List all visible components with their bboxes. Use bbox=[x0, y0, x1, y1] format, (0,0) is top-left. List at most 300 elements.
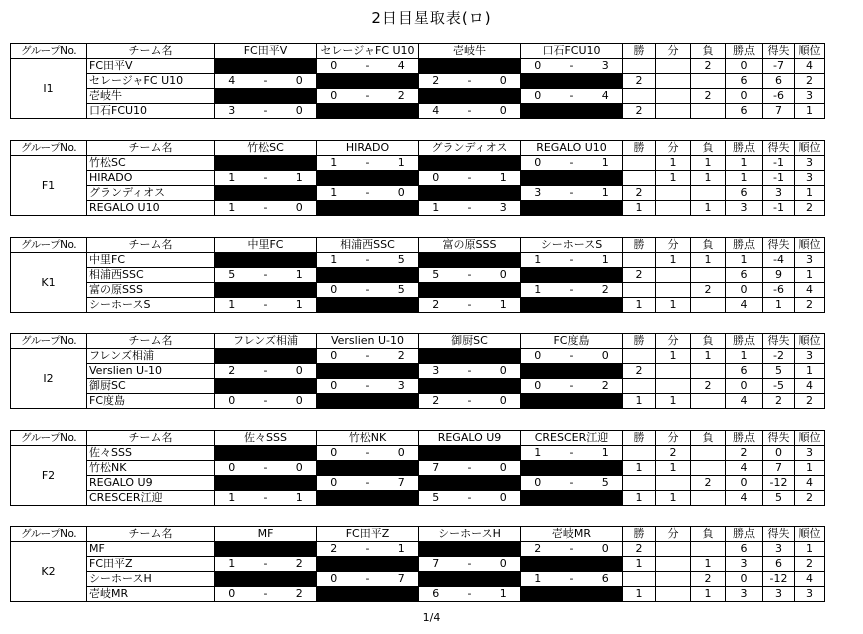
blank-cell bbox=[521, 201, 623, 216]
group-id: F2 bbox=[11, 446, 87, 506]
points-header: 勝点 bbox=[726, 141, 763, 156]
score-home: 6 bbox=[419, 587, 453, 602]
points: 3 bbox=[726, 201, 763, 216]
score-home: 0 bbox=[521, 156, 555, 171]
score-home: 1 bbox=[215, 557, 249, 572]
draw-header: 分 bbox=[656, 431, 691, 446]
points: 6 bbox=[726, 364, 763, 379]
goal-diff: -12 bbox=[763, 572, 795, 587]
score-home: 0 bbox=[317, 572, 351, 587]
group-no-header: グループNo. bbox=[11, 431, 87, 446]
loss-header: 負 bbox=[691, 527, 726, 542]
blank-cell bbox=[521, 461, 623, 476]
team-name-header: チーム名 bbox=[87, 141, 215, 156]
table-row bbox=[11, 476, 825, 491]
wins: 1 bbox=[623, 491, 656, 506]
losses: 2 bbox=[691, 283, 726, 298]
table-row bbox=[11, 74, 825, 89]
points: 6 bbox=[726, 104, 763, 119]
losses bbox=[691, 461, 726, 476]
draws: 1 bbox=[656, 461, 691, 476]
rank-header: 順位 bbox=[795, 44, 825, 59]
blank-cell bbox=[215, 156, 317, 171]
score-sep: - bbox=[249, 491, 283, 506]
team-name: 竹松NK bbox=[87, 461, 215, 476]
wins: 1 bbox=[623, 394, 656, 409]
wins bbox=[623, 446, 656, 461]
team-name: グランディオス bbox=[87, 186, 215, 201]
score-sep: - bbox=[249, 364, 283, 379]
score-home: 1 bbox=[521, 283, 555, 298]
team-name-header: チーム名 bbox=[87, 238, 215, 253]
score-home: 1 bbox=[215, 171, 249, 186]
wins bbox=[623, 349, 656, 364]
team-name: セレージャFC U10 bbox=[87, 74, 215, 89]
score-home: 5 bbox=[419, 491, 453, 506]
score-home: 0 bbox=[215, 394, 249, 409]
group-id: F1 bbox=[11, 156, 87, 216]
opponent-header: CRESCER江迎 bbox=[521, 431, 623, 446]
rank: 3 bbox=[795, 446, 825, 461]
table-row bbox=[11, 364, 825, 379]
blank-cell bbox=[419, 89, 521, 104]
table-row bbox=[11, 379, 825, 394]
points: 2 bbox=[726, 446, 763, 461]
rank-header: 順位 bbox=[795, 141, 825, 156]
score-sep: - bbox=[453, 587, 487, 602]
score-sep: - bbox=[453, 491, 487, 506]
draws bbox=[656, 557, 691, 572]
rank: 1 bbox=[795, 104, 825, 119]
group-id: K1 bbox=[11, 253, 87, 313]
team-name: HIRADO bbox=[87, 171, 215, 186]
loss-header: 負 bbox=[691, 334, 726, 349]
score-away: 0 bbox=[487, 491, 521, 506]
page-number: 1/4 bbox=[422, 611, 441, 624]
wins bbox=[623, 89, 656, 104]
points: 4 bbox=[726, 491, 763, 506]
draws bbox=[656, 74, 691, 89]
win-header: 勝 bbox=[623, 141, 656, 156]
table-row bbox=[11, 446, 825, 461]
points: 0 bbox=[726, 59, 763, 74]
score-home: 4 bbox=[419, 104, 453, 119]
opponent-header: 口石FCU10 bbox=[521, 44, 623, 59]
rank-header: 順位 bbox=[795, 334, 825, 349]
blank-cell bbox=[419, 253, 521, 268]
team-name: 壱岐MR bbox=[87, 587, 215, 602]
wins: 1 bbox=[623, 461, 656, 476]
opponent-header: FC田平V bbox=[215, 44, 317, 59]
group-table-f2 bbox=[10, 430, 825, 506]
draws bbox=[656, 104, 691, 119]
score-sep: - bbox=[555, 446, 589, 461]
rank: 3 bbox=[795, 587, 825, 602]
group-table-k2 bbox=[10, 526, 825, 602]
score-sep: - bbox=[249, 587, 283, 602]
blank-cell bbox=[317, 461, 419, 476]
table-row bbox=[11, 394, 825, 409]
score-home: 3 bbox=[521, 186, 555, 201]
score-sep: - bbox=[351, 379, 385, 394]
wins: 1 bbox=[623, 298, 656, 313]
draws bbox=[656, 283, 691, 298]
losses: 1 bbox=[691, 349, 726, 364]
opponent-header: セレージャFC U10 bbox=[317, 44, 419, 59]
score-sep: - bbox=[555, 572, 589, 587]
points: 4 bbox=[726, 461, 763, 476]
wins: 1 bbox=[623, 587, 656, 602]
score-away: 2 bbox=[589, 379, 623, 394]
score-home: 0 bbox=[215, 587, 249, 602]
draws bbox=[656, 542, 691, 557]
losses: 1 bbox=[691, 253, 726, 268]
score-sep: - bbox=[351, 59, 385, 74]
draws: 1 bbox=[656, 394, 691, 409]
goal-diff: 6 bbox=[763, 74, 795, 89]
points: 1 bbox=[726, 171, 763, 186]
goal-diff: 7 bbox=[763, 461, 795, 476]
score-sep: - bbox=[351, 572, 385, 587]
score-home: 1 bbox=[215, 201, 249, 216]
score-sep: - bbox=[555, 156, 589, 171]
draw-header: 分 bbox=[656, 334, 691, 349]
score-away: 2 bbox=[283, 557, 317, 572]
score-home: 2 bbox=[521, 542, 555, 557]
rank: 4 bbox=[795, 572, 825, 587]
score-home: 1 bbox=[317, 253, 351, 268]
rank: 2 bbox=[795, 201, 825, 216]
blank-cell bbox=[521, 587, 623, 602]
score-away: 0 bbox=[487, 557, 521, 572]
blank-cell bbox=[521, 298, 623, 313]
points: 0 bbox=[726, 283, 763, 298]
opponent-header: REGALO U9 bbox=[419, 431, 521, 446]
losses bbox=[691, 104, 726, 119]
score-home: 0 bbox=[521, 59, 555, 74]
goal-diff: -6 bbox=[763, 283, 795, 298]
score-home: 2 bbox=[419, 74, 453, 89]
wins bbox=[623, 283, 656, 298]
score-away: 0 bbox=[487, 364, 521, 379]
points: 1 bbox=[726, 253, 763, 268]
blank-cell bbox=[419, 572, 521, 587]
score-sep: - bbox=[351, 283, 385, 298]
score-home: 1 bbox=[215, 298, 249, 313]
table-row bbox=[11, 201, 825, 216]
group-table-k1 bbox=[10, 237, 825, 313]
goal-diff: 2 bbox=[763, 394, 795, 409]
opponent-header: 相浦西SSC bbox=[317, 238, 419, 253]
score-away: 2 bbox=[385, 89, 419, 104]
losses: 2 bbox=[691, 89, 726, 104]
score-sep: - bbox=[555, 89, 589, 104]
blank-cell bbox=[317, 171, 419, 186]
blank-cell bbox=[521, 268, 623, 283]
score-away: 0 bbox=[487, 268, 521, 283]
score-sep: - bbox=[351, 156, 385, 171]
page-title: 2日目星取表(ロ) bbox=[371, 9, 492, 27]
score-home: 0 bbox=[419, 171, 453, 186]
opponent-header: シーホースS bbox=[521, 238, 623, 253]
score-away: 0 bbox=[589, 349, 623, 364]
team-name: Verslien U-10 bbox=[87, 364, 215, 379]
points-header: 勝点 bbox=[726, 334, 763, 349]
score-home: 0 bbox=[521, 379, 555, 394]
points: 6 bbox=[726, 542, 763, 557]
blank-cell bbox=[215, 542, 317, 557]
table-row bbox=[11, 283, 825, 298]
draws bbox=[656, 379, 691, 394]
score-sep: - bbox=[351, 89, 385, 104]
team-name: REGALO U9 bbox=[87, 476, 215, 491]
losses bbox=[691, 446, 726, 461]
blank-cell bbox=[521, 74, 623, 89]
wins: 2 bbox=[623, 186, 656, 201]
score-away: 1 bbox=[589, 253, 623, 268]
blank-cell bbox=[419, 156, 521, 171]
losses bbox=[691, 394, 726, 409]
opponent-header: 竹松NK bbox=[317, 431, 419, 446]
score-sep: - bbox=[453, 461, 487, 476]
score-sep: - bbox=[249, 201, 283, 216]
rank: 2 bbox=[795, 557, 825, 572]
team-name: 相浦西SSC bbox=[87, 268, 215, 283]
rank: 1 bbox=[795, 268, 825, 283]
header-row bbox=[11, 334, 825, 349]
score-away: 1 bbox=[283, 171, 317, 186]
points: 6 bbox=[726, 268, 763, 283]
blank-cell bbox=[215, 59, 317, 74]
score-away: 1 bbox=[487, 587, 521, 602]
goal-diff: 3 bbox=[763, 587, 795, 602]
loss-header: 負 bbox=[691, 238, 726, 253]
table-row bbox=[11, 491, 825, 506]
wins: 2 bbox=[623, 104, 656, 119]
score-home: 3 bbox=[419, 364, 453, 379]
blank-cell bbox=[419, 542, 521, 557]
blank-cell bbox=[521, 557, 623, 572]
score-sep: - bbox=[453, 268, 487, 283]
opponent-header: 中里FC bbox=[215, 238, 317, 253]
opponent-header: Verslien U-10 bbox=[317, 334, 419, 349]
score-away: 0 bbox=[487, 394, 521, 409]
score-away: 7 bbox=[385, 572, 419, 587]
score-home: 5 bbox=[419, 268, 453, 283]
loss-header: 負 bbox=[691, 44, 726, 59]
losses bbox=[691, 298, 726, 313]
table-row bbox=[11, 268, 825, 283]
wins bbox=[623, 156, 656, 171]
score-home: 1 bbox=[419, 201, 453, 216]
score-home: 0 bbox=[317, 349, 351, 364]
score-sep: - bbox=[555, 379, 589, 394]
table-row bbox=[11, 298, 825, 313]
wins bbox=[623, 171, 656, 186]
rank: 3 bbox=[795, 253, 825, 268]
blank-cell bbox=[215, 283, 317, 298]
rank: 4 bbox=[795, 476, 825, 491]
table-row bbox=[11, 557, 825, 572]
draws: 2 bbox=[656, 446, 691, 461]
team-name: FC田平Z bbox=[87, 557, 215, 572]
blank-cell bbox=[317, 268, 419, 283]
losses: 1 bbox=[691, 557, 726, 572]
score-away: 0 bbox=[283, 364, 317, 379]
team-name: 富の原SSS bbox=[87, 283, 215, 298]
draws: 1 bbox=[656, 171, 691, 186]
points: 0 bbox=[726, 476, 763, 491]
goal-diff: 9 bbox=[763, 268, 795, 283]
blank-cell bbox=[521, 394, 623, 409]
score-sep: - bbox=[249, 394, 283, 409]
rank: 2 bbox=[795, 394, 825, 409]
team-name-header: チーム名 bbox=[87, 431, 215, 446]
score-away: 0 bbox=[487, 104, 521, 119]
team-name-header: チーム名 bbox=[87, 334, 215, 349]
goal-diff-header: 得失 bbox=[763, 527, 795, 542]
opponent-header: グランディオス bbox=[419, 141, 521, 156]
wins bbox=[623, 253, 656, 268]
goal-diff: -5 bbox=[763, 379, 795, 394]
blank-cell bbox=[419, 186, 521, 201]
blank-cell bbox=[215, 379, 317, 394]
blank-cell bbox=[419, 59, 521, 74]
losses: 1 bbox=[691, 156, 726, 171]
score-sep: - bbox=[555, 542, 589, 557]
goal-diff: -2 bbox=[763, 349, 795, 364]
score-home: 0 bbox=[317, 446, 351, 461]
draws: 1 bbox=[656, 156, 691, 171]
opponent-header: 竹松SC bbox=[215, 141, 317, 156]
opponent-header: 壱岐牛 bbox=[419, 44, 521, 59]
wins: 2 bbox=[623, 74, 656, 89]
score-away: 0 bbox=[283, 461, 317, 476]
opponent-header: 佐々SSS bbox=[215, 431, 317, 446]
blank-cell bbox=[317, 394, 419, 409]
points: 4 bbox=[726, 394, 763, 409]
draws bbox=[656, 476, 691, 491]
score-away: 0 bbox=[283, 104, 317, 119]
points: 0 bbox=[726, 379, 763, 394]
score-away: 5 bbox=[385, 253, 419, 268]
draw-header: 分 bbox=[656, 141, 691, 156]
score-away: 7 bbox=[385, 476, 419, 491]
losses: 1 bbox=[691, 171, 726, 186]
score-away: 1 bbox=[589, 156, 623, 171]
score-home: 4 bbox=[215, 74, 249, 89]
blank-cell bbox=[215, 446, 317, 461]
rank: 3 bbox=[795, 171, 825, 186]
score-home: 2 bbox=[419, 298, 453, 313]
score-home: 7 bbox=[419, 557, 453, 572]
team-name: 竹松SC bbox=[87, 156, 215, 171]
table-row bbox=[11, 587, 825, 602]
header-row bbox=[11, 527, 825, 542]
score-away: 2 bbox=[283, 587, 317, 602]
rank-header: 順位 bbox=[795, 238, 825, 253]
group-table-i2 bbox=[10, 333, 825, 409]
points-header: 勝点 bbox=[726, 238, 763, 253]
score-sep: - bbox=[249, 104, 283, 119]
score-away: 1 bbox=[487, 171, 521, 186]
goal-diff: -7 bbox=[763, 59, 795, 74]
team-name: 壱岐牛 bbox=[87, 89, 215, 104]
score-sep: - bbox=[249, 74, 283, 89]
rank: 1 bbox=[795, 186, 825, 201]
score-away: 1 bbox=[283, 298, 317, 313]
points-header: 勝点 bbox=[726, 44, 763, 59]
table-row bbox=[11, 59, 825, 74]
score-home: 1 bbox=[317, 156, 351, 171]
opponent-header: HIRADO bbox=[317, 141, 419, 156]
wins: 2 bbox=[623, 364, 656, 379]
score-home: 1 bbox=[521, 572, 555, 587]
group-id: I2 bbox=[11, 349, 87, 409]
score-away: 0 bbox=[385, 186, 419, 201]
draw-header: 分 bbox=[656, 527, 691, 542]
blank-cell bbox=[317, 491, 419, 506]
score-home: 1 bbox=[215, 491, 249, 506]
opponent-header: 御厨SC bbox=[419, 334, 521, 349]
rank: 2 bbox=[795, 298, 825, 313]
opponent-header: FC度島 bbox=[521, 334, 623, 349]
goal-diff-header: 得失 bbox=[763, 334, 795, 349]
goal-diff-header: 得失 bbox=[763, 431, 795, 446]
goal-diff: 1 bbox=[763, 298, 795, 313]
score-away: 0 bbox=[283, 394, 317, 409]
score-sep: - bbox=[453, 201, 487, 216]
points: 1 bbox=[726, 156, 763, 171]
team-name: 佐々SSS bbox=[87, 446, 215, 461]
group-table-f1 bbox=[10, 140, 825, 216]
loss-header: 負 bbox=[691, 431, 726, 446]
blank-cell bbox=[317, 201, 419, 216]
goal-diff: 7 bbox=[763, 104, 795, 119]
blank-cell bbox=[419, 476, 521, 491]
opponent-header: MF bbox=[215, 527, 317, 542]
losses bbox=[691, 542, 726, 557]
draws bbox=[656, 201, 691, 216]
score-away: 0 bbox=[283, 74, 317, 89]
team-name: MF bbox=[87, 542, 215, 557]
score-home: 5 bbox=[215, 268, 249, 283]
rank-header: 順位 bbox=[795, 527, 825, 542]
win-header: 勝 bbox=[623, 527, 656, 542]
points: 0 bbox=[726, 89, 763, 104]
team-name: FC度島 bbox=[87, 394, 215, 409]
table-row bbox=[11, 171, 825, 186]
score-away: 1 bbox=[283, 491, 317, 506]
score-home: 1 bbox=[521, 253, 555, 268]
opponent-header: 富の原SSS bbox=[419, 238, 521, 253]
score-sep: - bbox=[555, 59, 589, 74]
points-header: 勝点 bbox=[726, 431, 763, 446]
blank-cell bbox=[317, 298, 419, 313]
win-header: 勝 bbox=[623, 44, 656, 59]
draws: 1 bbox=[656, 491, 691, 506]
draws: 1 bbox=[656, 253, 691, 268]
losses: 1 bbox=[691, 587, 726, 602]
score-sep: - bbox=[453, 104, 487, 119]
score-home: 2 bbox=[317, 542, 351, 557]
score-sep: - bbox=[555, 476, 589, 491]
score-home: 0 bbox=[521, 89, 555, 104]
draws: 1 bbox=[656, 349, 691, 364]
goal-diff: -1 bbox=[763, 156, 795, 171]
group-table-i1 bbox=[10, 43, 825, 119]
score-home: 0 bbox=[317, 476, 351, 491]
